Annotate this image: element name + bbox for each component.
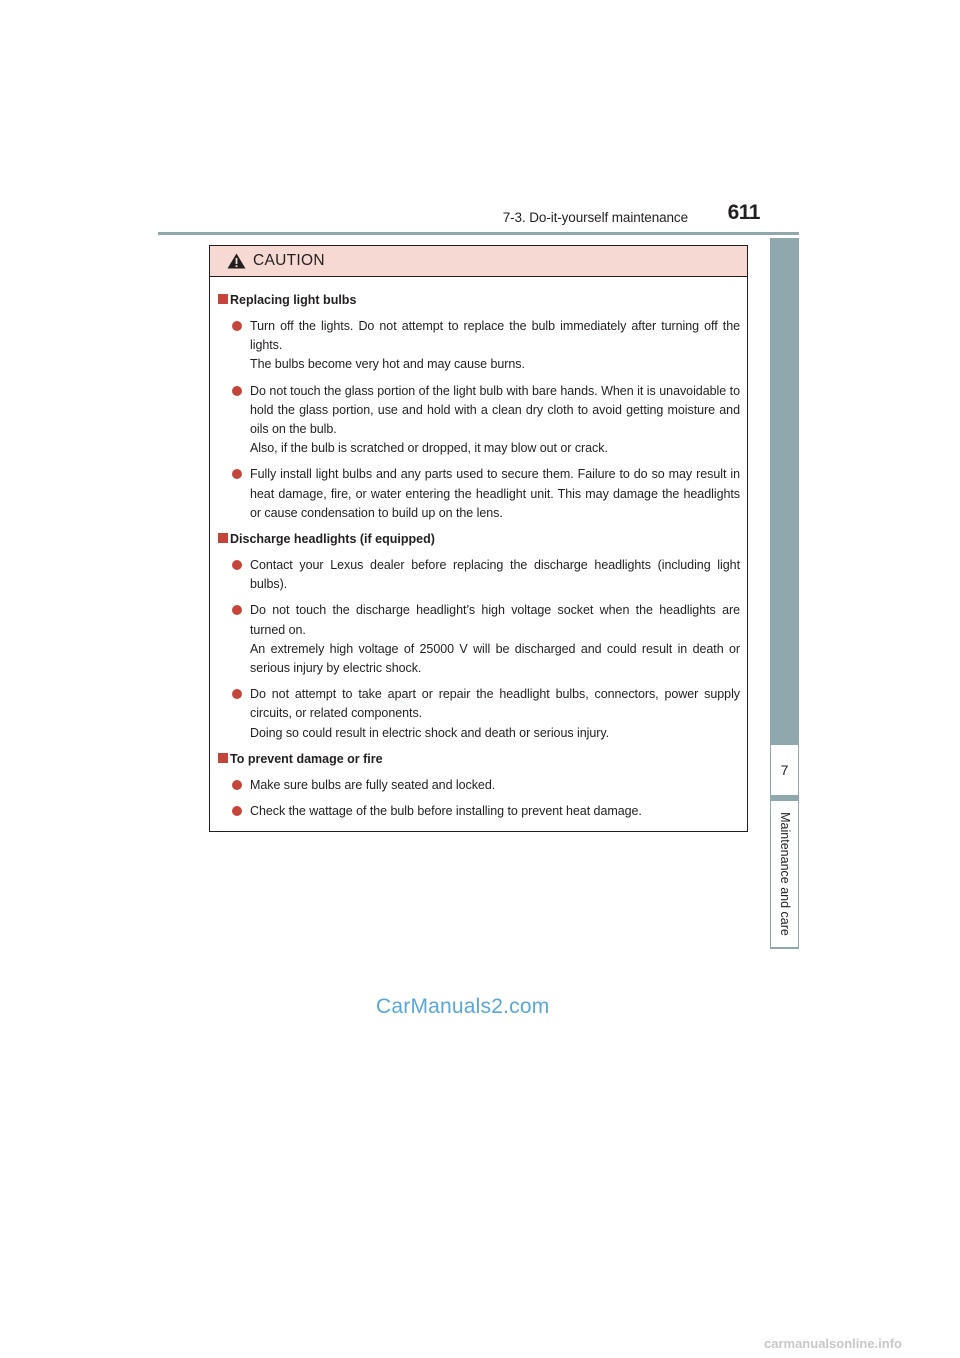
- bullet-paragraph: Contact your Lexus dealer before replacing the discharge headlights (including light bulbs).: [250, 558, 740, 592]
- bullet-text: [250, 685, 740, 743]
- circle-bullet-icon: [232, 806, 242, 816]
- caution-bullet: [218, 685, 740, 743]
- caution-bullet: [218, 317, 740, 375]
- circle-bullet-icon: [232, 560, 242, 570]
- watermark: CarManuals2.com: [376, 995, 550, 1018]
- bullet-paragraph: Do not touch the glass portion of the light bulb with bare hands. When it is unavoidable to hold the glass portion, use and hold with a clean dry cloth to avoid getting moisture and oils on the bulb.: [250, 383, 740, 437]
- bullet-paragraph: Fully install light bulbs and any parts used to secure them. Failure to do so may result in heat damage, fire, or water entering the headlight unit. This may damage the headlights or cause condensation to build up on the lens.: [250, 467, 740, 520]
- caution-bullet: [218, 601, 740, 678]
- square-bullet-icon: [218, 753, 228, 763]
- bullet-text: [250, 601, 740, 678]
- bullet-paragraph: Do not touch the discharge headlight’s high voltage socket when the headlights are turned on.: [250, 603, 740, 637]
- bullet-text: [250, 776, 495, 795]
- caution-subheading: [218, 530, 740, 548]
- caution-bullet: [218, 556, 740, 594]
- caution-subheading: [218, 291, 740, 309]
- section-title: 7-3. Do-it-yourself maintenance: [502, 210, 688, 225]
- caution-box: [209, 245, 748, 832]
- circle-bullet-icon: [232, 469, 242, 479]
- bullet-text: [250, 317, 740, 375]
- subheading-text: Discharge headlights (if equipped): [230, 532, 435, 547]
- bullet-text: [250, 802, 642, 821]
- caution-bullet: [218, 776, 740, 795]
- bullet-text: [250, 382, 740, 459]
- chapter-number: 7: [770, 744, 799, 796]
- bullet-paragraph: Also, if the bulb is scratched or dropped, it may blow out or crack.: [250, 441, 608, 456]
- circle-bullet-icon: [232, 689, 242, 699]
- caution-bullet: [218, 802, 740, 821]
- circle-bullet-icon: [232, 605, 242, 615]
- bullet-text: [250, 465, 740, 523]
- bullet-paragraph: Turn off the lights. Do not attempt to replace the bulb immediately after turning off the lights.: [250, 319, 740, 353]
- circle-bullet-icon: [232, 780, 242, 790]
- caution-header: [210, 246, 747, 277]
- subheading-text: Replacing light bulbs: [230, 293, 357, 307]
- bullet-paragraph: Do not attempt to take apart or repair the headlight bulbs, connectors, power supply circuits, or related components.: [250, 687, 740, 721]
- bullet-paragraph: Doing so could result in electric shock and death or serious injury.: [250, 725, 610, 740]
- bullet-text: [250, 556, 740, 594]
- bullet-paragraph: The bulbs become very hot and may cause burns.: [250, 357, 525, 372]
- bullet-paragraph: Make sure bulbs are fully seated and locked.: [250, 777, 496, 792]
- footer-watermark: carmanualsonline.info: [764, 1336, 902, 1351]
- header-rule: [158, 232, 799, 235]
- circle-bullet-icon: [232, 321, 242, 331]
- caution-bullet: [218, 382, 740, 459]
- caution-subheading: [218, 750, 740, 768]
- circle-bullet-icon: [232, 386, 242, 396]
- subheading-text: To prevent damage or fire: [230, 751, 383, 766]
- chapter-label-box: [770, 800, 799, 948]
- warning-triangle-icon: [227, 253, 246, 269]
- page-number: 611: [727, 201, 760, 224]
- caution-body: [210, 277, 747, 821]
- bullet-paragraph: An extremely high voltage of 25000 V will be discharged and could result in death or serious injury by electric shock.: [250, 641, 740, 676]
- caution-title: CAUTION: [253, 252, 325, 269]
- caution-bullet: [218, 465, 740, 523]
- square-bullet-icon: [218, 533, 228, 543]
- bullet-paragraph: Check the wattage of the bulb before installing to prevent heat damage.: [250, 804, 642, 819]
- square-bullet-icon: [218, 294, 228, 304]
- chapter-label: Maintenance and care: [777, 812, 792, 936]
